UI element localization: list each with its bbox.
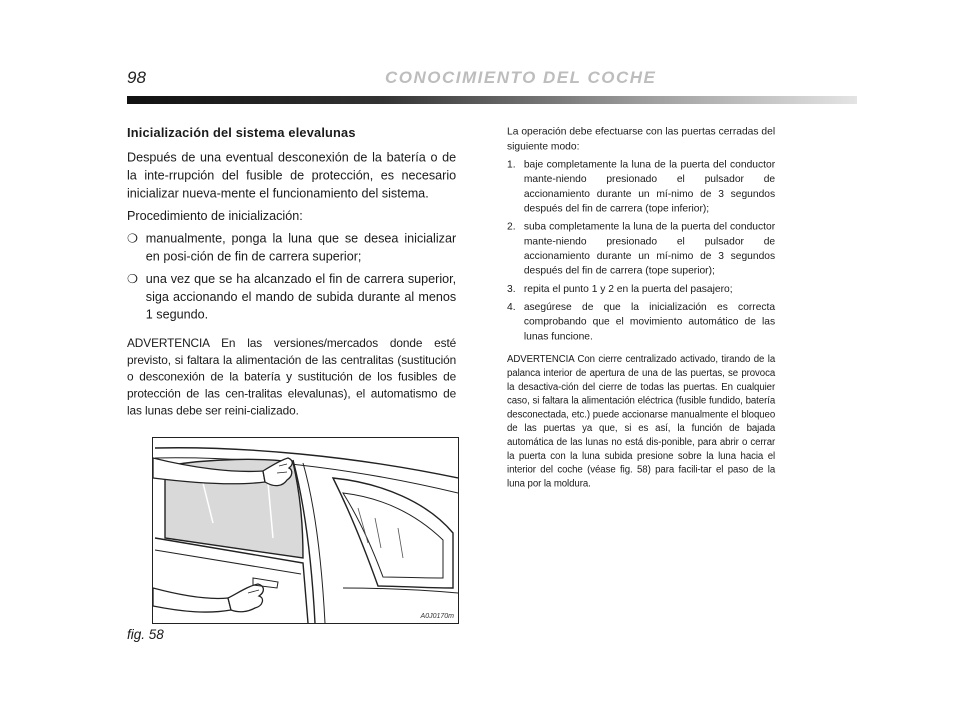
procedure-label: Procedimiento de inicialización:: [127, 208, 303, 223]
right-intro-paragraph: La operación debe efectuarse con las puertas cerradas del siguiente modo:: [507, 125, 776, 152]
section-title: Inicialización del sistema elevalunas: [127, 125, 356, 140]
numbered-list: [507, 157, 775, 343]
running-title: CONOCIMIENTO DEL COCHE: [385, 68, 657, 87]
step-number: 1.: [507, 158, 516, 170]
list-item-text: una vez que se ha alcanzado el fin de carrera superior, siga accionando el mando de subida durante al menos 1 segundo.: [145, 271, 457, 322]
list-item: [507, 157, 775, 215]
warning-paragraph: ADVERTENCIA Con cierre centralizado activado, tirando de la palanca interior de apertura de una de las puertas, se provoca la desactiva-ción del cierre de todas las puertas. En cualquier caso, si faltara la alimentación eléctrica (fusible fundido, batería desconectada, etc.) puede accionarse manualmente el bloqueo de las puertas ya que, si es así, la función de bajada automática de las lunas no está dis-ponible, para abrir o cerrar la puerta con la luna subida presione sobre la luna hacia el interior del coche (véase fig. 58) para facili-tar el paso de la luna por la moldura.: [507, 353, 776, 489]
header-rule: [127, 96, 857, 104]
car-door-window-illustration: [153, 438, 458, 623]
list-item: [507, 299, 775, 343]
figure-caption: fig. 58: [127, 627, 164, 642]
step-text: baje completamente la luna de la puerta del conductor mante-niendo presionado el pulsador de accionamiento durante un mí-nimo de 3 segundos después del fin de carrera (tope inferior);: [523, 158, 776, 214]
figure-code: A0J0170m: [420, 613, 454, 620]
step-number: 4.: [507, 300, 516, 313]
list-item-text: manualmente, ponga la luna que se desea inicializar en posi-ción de fin de carrera superior;: [145, 231, 457, 264]
list-item: [507, 281, 775, 296]
step-text: repita el punto 1 y 2 en la puerta del pasajero;: [523, 282, 733, 295]
step-text: asegúrese de que la inicialización es correcta comprobando que el movimiento automático de las lunas funcione.: [523, 300, 776, 342]
step-text: suba completamente la luna de la puerta del conductor mante-niendo presionado el pulsador de accionamiento durante un mí-nimo de 3 segundos después del fin de carrera (tope superior);: [523, 220, 776, 276]
left-column: [127, 124, 456, 424]
bullet-circle-icon: ❍: [127, 271, 138, 286]
list-item: [127, 229, 456, 265]
warning-paragraph: ADVERTENCIA En las versiones/mercados donde esté previsto, si faltara la alimentación de las centralitas (sustitución o desconexión de la batería y sustitución de los fusibles de protección de las cen-tralitas elevalunas), el automatismo de las lunas debe ser reini-cializado.: [127, 336, 457, 418]
page-number: 98: [127, 68, 146, 87]
bullet-circle-icon: ❍: [127, 231, 138, 246]
step-number: 2.: [507, 220, 516, 233]
figure: [152, 437, 459, 624]
right-column: [507, 124, 775, 494]
step-number: 3.: [507, 282, 516, 295]
intro-paragraph: Después de una eventual desconexión de la batería o de la inte-rrupción del fusible de protección, es necesario inicializar nueva-mente el funcionamiento del sistema.: [127, 150, 457, 201]
list-item: [127, 270, 456, 324]
bullet-list: [127, 229, 456, 323]
list-item: [507, 219, 775, 277]
